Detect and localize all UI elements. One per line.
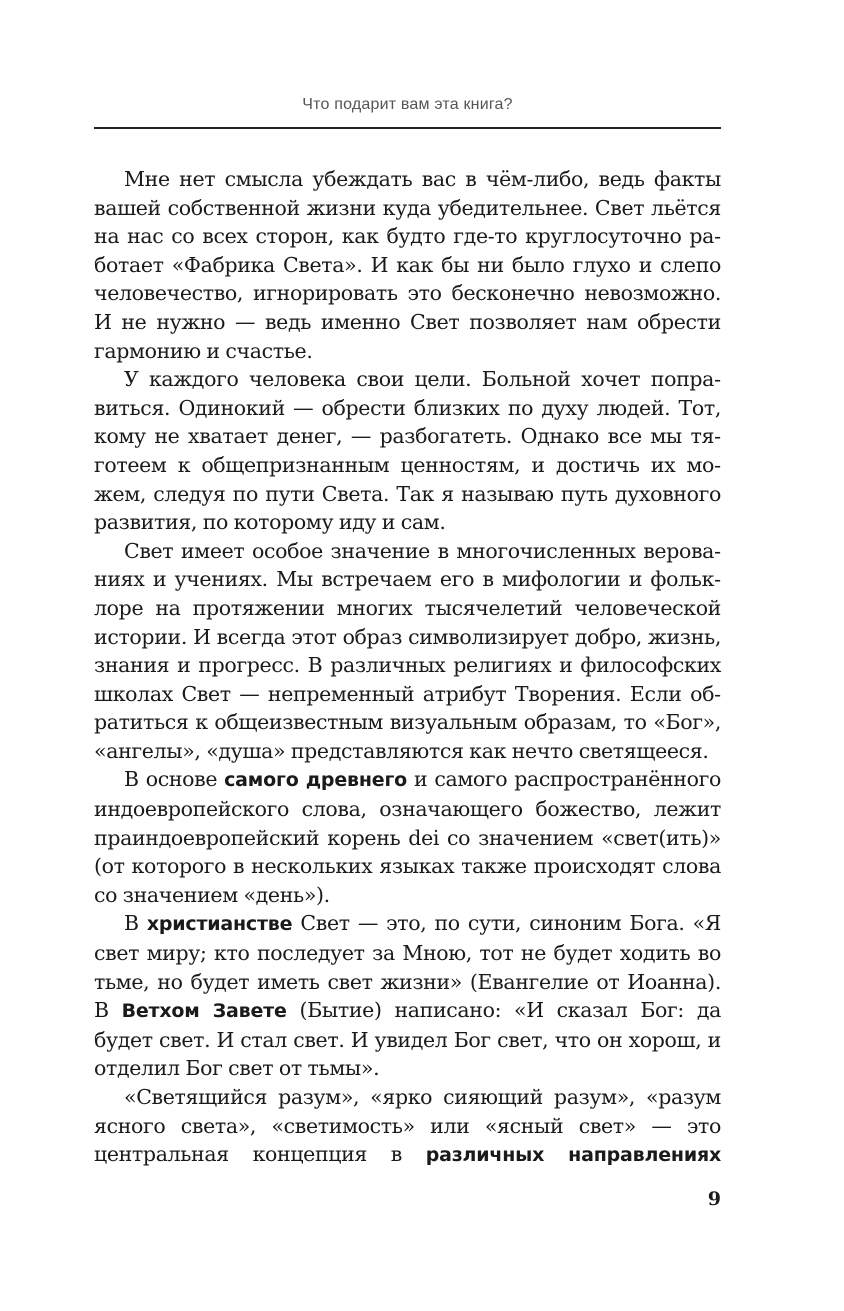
bold-term-old-testament: Ветхом Завете [121, 1000, 287, 1023]
bold-term-various-directions: различных направлениях [425, 1144, 722, 1167]
header-rule [94, 127, 721, 129]
page-number: 9 [707, 1188, 721, 1210]
paragraph-5-text-start: В [124, 911, 147, 936]
paragraph-5-text-middle: Свет — это, по сути, синоним Бога. «Я свет миру; кто последует за Мною, тот не будет ходить во тьме, но будет иметь свет жизни» (Евангелие от Иоанна). В [94, 911, 722, 1023]
paragraph-3: Свет имеет особое значение в многочисленных верованиях и учениях. Мы встречаем его в мифологии и фольклоре на протяжении многих тысячелетий человеческой истории. И всегда этот образ символизирует добро, жизнь, знания и прогресс. В различных религиях и философских школах Свет — непременный атрибут Творения. Если обратиться к общеизвестным визуальным образам, то «Бог», «ангелы», «душа» представляются как нечто светящееся. [94, 538, 721, 763]
bold-term-christianity: христианстве [146, 913, 293, 936]
paragraph-4-text-end: и самого распространённого индоевропейского слова, означающего божество, лежит праиндоевропейский корень dei со значением «свет(ить)» (от которого в нескольких языках также происходят слова со значением «день»). [94, 767, 721, 907]
paragraph-6 [94, 1083, 721, 1170]
paragraph-6-text-start: «Светящийся разум», «ярко сияющий разум», «разум ясного света», «светимость» или «ясный свет» — это центральная концепция в [94, 1085, 721, 1167]
paragraph-5-text-end: (Бытие) написано: «И сказал Бог: да будет свет. И стал свет. И увидел Бог свет, что он хорош, и отделил Бог свет от тьмы». [94, 998, 721, 1081]
paragraph-4-text-start: В основе [124, 767, 225, 792]
body-text [94, 165, 721, 1170]
paragraph-1: Мне нет смысла убеждать вас в чём-либо, ведь факты вашей собственной жизни куда убедительнее. Свет льётся на нас со всех сторон, как будто где-то круглосуточно работает «Фабрика Света». И как бы ни было глухо и слепо человечество, игнорировать это бесконечно невозможно. И не нужно — ведь именно Свет позволяет нам обрести гармонию и счастье. [94, 167, 721, 363]
bold-term-oldest: самого древнего [224, 769, 408, 792]
running-header: Что подарит вам эта книга? [302, 96, 513, 113]
paragraph-4 [94, 765, 721, 909]
paragraph-5 [94, 909, 721, 1083]
paragraph-2: У каждого человека свои цели. Больной хочет поправиться. Одинокий — обрести близких по духу людей. Тот, кому не хватает денег, — разбогатеть. Однако все мы тяготеем к общепризнанным ценностям, и достичь их можем, следуя по пути Света. Так я называю путь духовного развития, по которому иду и сам. [94, 367, 721, 535]
